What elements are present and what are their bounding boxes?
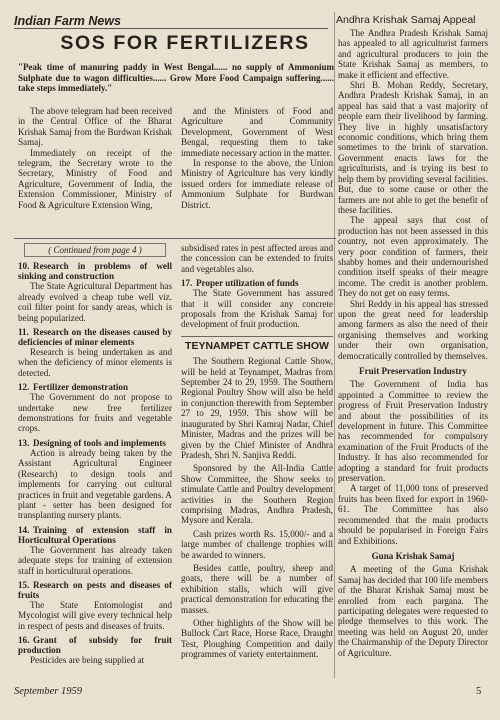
paragraph: Immediately on receipt of the telegram, the Secretary wrote to the Secretary, Ministry of Food and Agriculture, Government of India, the Extension Commissioner, Ministry of Food & Agriculture Extension Wing, — [18, 147, 172, 210]
section-title: Proper utilization of funds — [196, 278, 299, 289]
guna-title: Guna Krishak Samaj — [371, 550, 455, 561]
page-number: 5 — [476, 686, 482, 697]
section-text: The State Agricultural Department has already evolved a cheap tube well viz. coil filter point for sandy areas, which is being popularized. — [18, 281, 172, 323]
section-15 — [18, 580, 172, 631]
section-title: Training of extension staff in Horticultural Operations — [18, 524, 172, 545]
section-text: Action is already being taken by the Assistant Agricultural Engineer (Research) to design tools and implements for carrying out cultural practices in fruit and vegetable gardens. A plant - setter has been designed for transplanting nursery plants. — [18, 447, 172, 521]
section-title: Research on pests and diseases of fruits — [18, 579, 172, 600]
header-rule — [14, 28, 328, 29]
section-number: 15. — [18, 579, 30, 590]
continued-note: ( Continued from page 4 ) — [24, 243, 166, 257]
article-column-2 — [181, 106, 333, 210]
section-14 — [18, 525, 172, 576]
paragraph: Sponsored by the All-India Cattle Show Committee, the Show seeks to stimulate Cattle and Poultry development activities in the Southern Region comprising Madras, Andhra Pradesh, Mysore and Kerala. — [181, 463, 333, 526]
paragraph: subsidised rates in pest affected areas and the concession can be extended to fruits and vegetables also. — [181, 243, 333, 274]
section-number: 16. — [18, 635, 30, 646]
section-title: Designing of tools and implements — [33, 437, 166, 448]
section-number: 12. — [18, 382, 30, 393]
paragraph: Cash prizes worth Rs. 15,000/- and a large number of challenge trophies will be awarded to winners. — [181, 528, 333, 560]
paragraph: The above telegram had been received in the Central Office of the Bharat Krishak Samaj from the Burdwan Krishak Samaj. — [18, 106, 172, 148]
continued-column-2 — [181, 243, 333, 660]
section-number: 10. — [18, 261, 30, 272]
publication-header: Indian Farm News — [14, 14, 121, 28]
section-text: The Government do not propose to undertake new free fertilizer demonstrations for fruits and vegetable crops. — [18, 392, 172, 434]
paragraph: Shri Reddy in his appeal has stressed upon the great need for leadership among farmers as also the need of their organising themselves and working under their own organisation, democratically controlled by themselves. — [338, 298, 488, 361]
running-header: Andhra Krishak Samaj Appeal — [336, 14, 476, 26]
paragraph: Shri B. Mohan Reddy, Secretary, Andhra Pradesh Krishak Samaj, in an appeal has said that a vast majority of people earn their livelihood by farming. They live in highly unsatisfactory economic conditions, which bring them sometimes to the brink of starvation. Government enacts laws for the agriculturists, and is trying its best to help them by providing several facilities. But, due to some cause or other the farmers are not able to get the benefit of these facilities. — [338, 80, 488, 215]
footer-date: September 1959 — [14, 686, 82, 697]
paragraph: In response to the above, the Union Ministry of Agriculture has very kindly issued orders for immediate release of Ammonium Sulphate for Burdwan District. — [181, 158, 333, 210]
continued-column — [18, 243, 172, 666]
teynampet-title: TEYNAMPET CATTLE SHOW — [181, 336, 333, 351]
section-title: Research in problems of well sinking and construction — [18, 261, 172, 282]
section-13 — [18, 438, 172, 521]
section-title: Grant of subsidy for fruit production — [18, 635, 172, 656]
andhra-column — [338, 28, 488, 658]
paragraph: The Southern Regional Cattle Show, will be held at Teynampet, Madras from September 24 to 29, 1959. The Southern Regional Poultry Show will also be held in conjunction therewith from September 27 to 29, 1959. This show will be inaugurated by Shri Kamraj Nadar, Chief Minister, Madras and the prizes will be given by the Chief Minister of Andhra Pradesh, Shri N. Sanjiva Reddi. — [181, 356, 333, 460]
paragraph: The Andhra Pradesh Krishak Samaj has appealed to all agriculturist farmers and agricultural producers to join the State Krishak Samaj as members, to make it efficient and effective. — [338, 28, 488, 80]
section-number: 17. — [181, 278, 193, 289]
section-text: The State Entomologist and Mycologist will give every technical help in respect of pests and diseases of fruits. — [18, 599, 172, 631]
section-17 — [181, 278, 333, 330]
section-title: Fertilizer demonstration — [33, 382, 129, 393]
section-divider — [14, 238, 336, 239]
section-11 — [18, 327, 172, 378]
telegram-quote: "Peak time of manuring paddy in West Bengal...... no supply of Ammonium Sulphate due to wagon difficulties...... Grow More Food Campaign suffering...... take steps immediately." — [18, 62, 334, 93]
paragraph: A meeting of the Guna Krishak Samaj has decided that 100 life members of the Bharat Krishak Samaj must be enrolled from each pargana. The participating delegates were requested to pledge themselves to this work. The meeting was held on August 20, under the Chairmanship of the Deputy Director of Agriculture. — [338, 564, 488, 658]
section-10 — [18, 261, 172, 323]
section-16 — [18, 635, 172, 665]
fruit-preservation-title: Fruit Preservation Industry — [359, 366, 467, 376]
article-column-1 — [18, 106, 172, 210]
section-number: 14. — [18, 524, 30, 535]
paragraph: Besides cattle, poultry, sheep and goats, there will be a number of exhibition stalls, which will give practical demonstration for educating the masses. — [181, 562, 333, 615]
paragraph: A target of 11,000 tons of preserved fruits has been fixed for export in 1960-61. The Committee has also recommended that the main products should be popularised in Foreign Fairs and Exhibitions. — [338, 483, 488, 546]
section-text: The State Government has assured that it will consider any concrete proposals from the Krishak Samaj for development of fruit production. — [181, 288, 333, 330]
section-title: Research on the diseases caused by deficiencies of minor elements — [18, 327, 172, 348]
paragraph: and the Ministers of Food and Agriculture and Community Development, Government of West Bengal, requesting them to take immediate necessary action in the matter. — [181, 106, 333, 158]
paragraph: The Government of India has appointed a Committee to review the progress of Fruit Preservation Industry and about the possibilities of its development in future. This Committee has recommended for compulsory examination of the Fruit Products of the Industry. It has also recommended for adopting a standard for fruit products preservation. — [338, 379, 488, 484]
section-text: The Government has already taken adequate steps for training of extension staff in horticultural operations. — [18, 544, 172, 576]
paragraph: Other highlights of the Show will be Bullock Cart Race, Horse Race, Draught Test, Ploughing Competition and daily programmes of variety entertainment. — [181, 618, 333, 660]
section-number: 13. — [18, 437, 30, 448]
column-divider — [334, 12, 335, 678]
section-text: Research is being undertaken as and when the deficiency of minor elements is detected. — [18, 347, 172, 378]
article-title: SOS FOR FERTILIZERS — [60, 32, 310, 54]
paragraph: The appeal says that cost of production has not been assessed in this country, not even approximately. The very poor condition of farmers, their shabby homes and their undernourished condition itself speaks of their meagre income. The credit is another problem. They do not get on easy terms. — [338, 215, 488, 299]
section-text: Pesticides are being supplied at — [30, 655, 145, 666]
section-number: 11. — [18, 327, 29, 338]
section-12 — [18, 382, 172, 434]
